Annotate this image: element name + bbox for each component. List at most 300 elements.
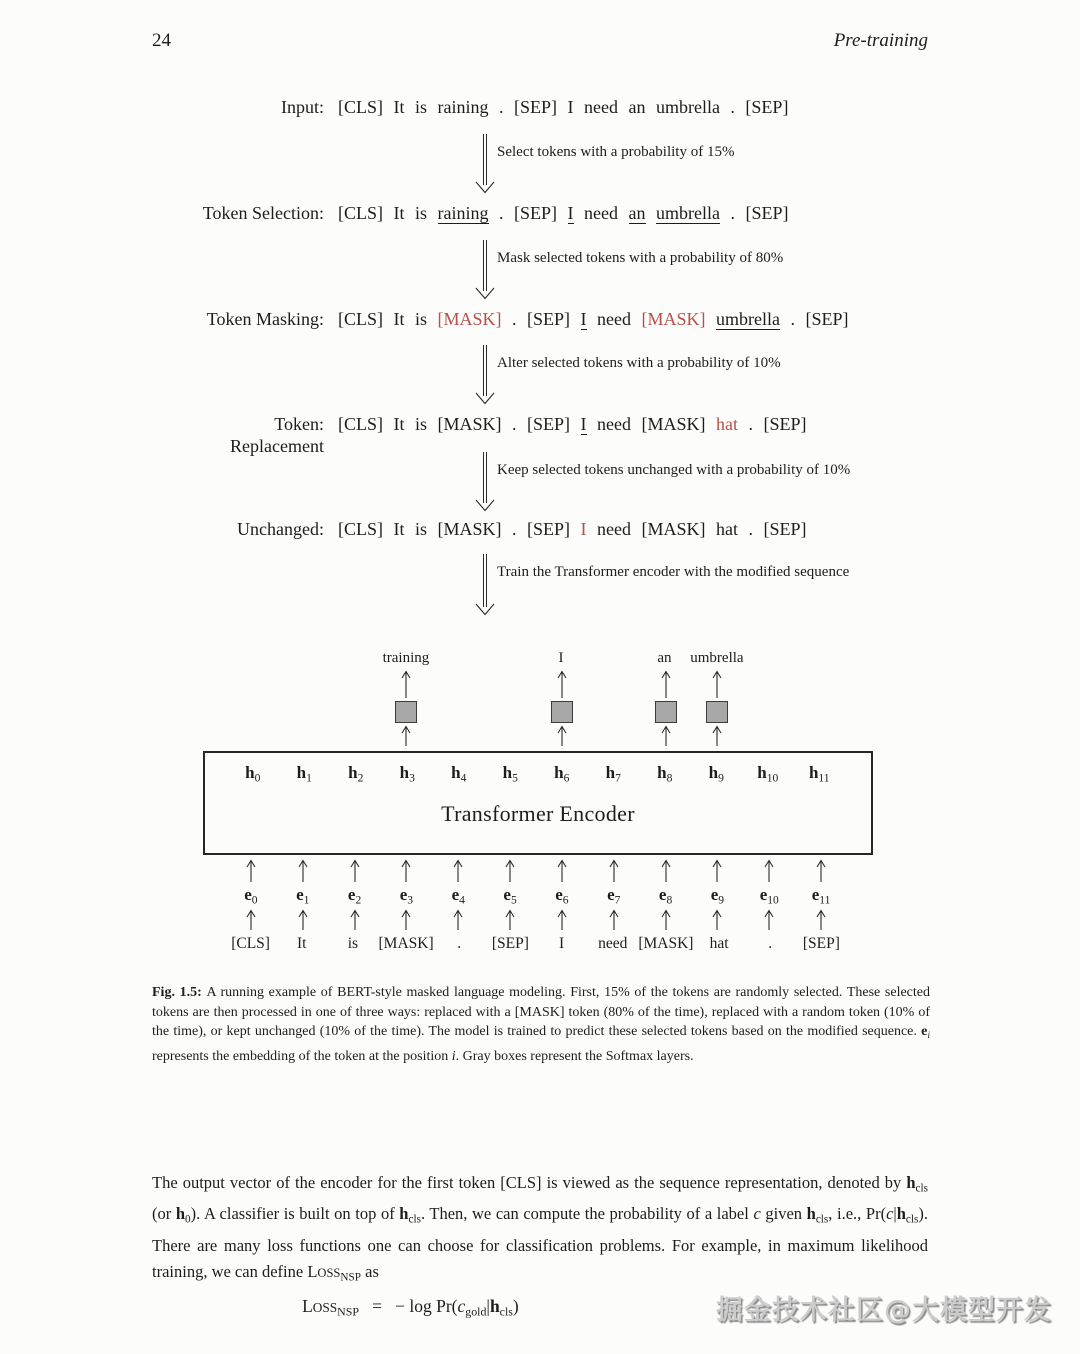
diagram-cell: [588, 885, 640, 907]
vector-index: 0: [251, 893, 258, 907]
text-segment: . [SEP]: [780, 309, 849, 329]
text-segment: I: [580, 309, 587, 329]
diagram-cell: [485, 763, 537, 785]
text-segment: h: [896, 1204, 906, 1224]
vector-base: h: [245, 763, 255, 783]
diagram-cell: [640, 885, 692, 907]
text-segment: . Then, we can compute the probability of a label: [420, 1204, 754, 1224]
token-sequence-input: [338, 96, 788, 118]
softmax-box: [655, 701, 677, 723]
diagram-cell: [691, 885, 743, 907]
text-segment: h: [906, 1173, 916, 1192]
up-arrow-icon: [451, 859, 465, 882]
input-token: It: [297, 935, 307, 952]
diagram-cell: [277, 909, 329, 930]
text-segment: A running example of BERT-style masked language modeling. First, 15% of the tokens are randomly selected. These selected tokens are then processed in one of three ways: replaced with a [MASK] token (80% of the time), replaced with a random token (10% of the time), or kept unchanged (10% of the time). The model is trained to predict these selected tokens based on the modified sequence.: [152, 985, 930, 1040]
diagram-cell: [432, 909, 484, 930]
diagram-cell: [640, 701, 692, 723]
vector-index: 9: [718, 771, 724, 785]
text-segment: an: [628, 203, 646, 223]
diagram-cell: [380, 701, 432, 723]
arrow-label: Keep selected tokens unchanged with a probability of 10%: [497, 462, 851, 478]
diagram-cell: [691, 763, 743, 785]
output-word: training: [382, 650, 430, 666]
text-segment: need: [573, 203, 629, 223]
diagram-cell: [225, 933, 276, 955]
text-segment: cls: [815, 1213, 829, 1226]
down-arrow-icon: [473, 554, 497, 616]
text-segment: Fig. 1.5:: [152, 985, 207, 1000]
diagram-cell: [279, 763, 331, 785]
flow-row-unchanged: [152, 518, 807, 540]
diagram-cell: [277, 701, 329, 723]
figure-caption: [152, 983, 930, 1066]
diagram-cell: [329, 885, 381, 907]
embedding-label: [659, 885, 672, 906]
down-arrow-icon: [473, 134, 497, 194]
vector-base: e: [607, 885, 615, 905]
output-word: an: [657, 650, 672, 666]
up-arrow-icon: [762, 859, 776, 882]
vector-index: 6: [562, 893, 569, 907]
text-segment: NSP: [337, 1304, 359, 1319]
vector-base: e: [759, 885, 768, 905]
row-label: Input:: [281, 97, 324, 117]
input-token: .: [457, 935, 462, 952]
diagram-cell: [484, 670, 536, 698]
up-arrow-icon: [814, 909, 828, 930]
diagram-cell: [588, 859, 640, 882]
text-segment: [706, 309, 717, 329]
diagram-cell: [329, 859, 381, 882]
diagram-cell: [691, 670, 743, 698]
embedding-label: [296, 885, 309, 906]
up-arrow-icon: [814, 859, 828, 882]
diagram-cell: [277, 647, 329, 667]
hidden-states-row: [205, 763, 871, 785]
down-arrow-icon: [473, 452, 497, 512]
diagram-cell: [380, 885, 432, 907]
text-segment: I: [580, 414, 587, 434]
up-arrow-icon: [399, 909, 413, 930]
text-segment: OSS: [312, 1300, 338, 1315]
up-arrow-icon: [451, 909, 465, 930]
diagram-cell: [639, 647, 691, 667]
text-segment: . [SEP]: [738, 414, 807, 434]
row-label: Token: Replacement: [230, 414, 324, 456]
diagram-cell: [380, 859, 432, 882]
embedding-arrows-row: [203, 909, 873, 930]
text-segment: . [SEP]: [488, 203, 568, 223]
up-arrow-icon: [555, 725, 569, 746]
diagram-cell: [382, 763, 434, 785]
text-segment: [CLS] It is raining . [SEP] I need an umbrella . [SEP]: [338, 97, 789, 117]
loss-equation: [0, 1296, 821, 1320]
up-arrow-icon: [659, 859, 673, 882]
vector-base: h: [451, 763, 461, 783]
diagram-cell: [433, 763, 485, 785]
diagram-cell: [329, 725, 381, 746]
input-token: [SEP]: [802, 935, 840, 952]
diagram-cell: [432, 647, 484, 667]
diagram-cell: [225, 859, 277, 882]
watermark: 掘金技术社区@大模型开发: [716, 1295, 1052, 1326]
up-arrow-icon: [607, 859, 621, 882]
text-segment: [CLS] It is [MASK] . [SEP]: [338, 519, 581, 539]
text-segment: represents the embedding of the token at the position: [152, 1048, 452, 1064]
diagram-cell: [588, 701, 640, 723]
diagram-cell: [639, 763, 691, 785]
diagram-cell: [743, 701, 795, 723]
diagram-cell: [329, 701, 381, 723]
embedding-label: [812, 885, 831, 906]
up-arrow-icon: [762, 909, 776, 930]
input-token: I: [558, 935, 565, 952]
diagram-cell: [277, 725, 329, 746]
row-label: Unchanged:: [237, 519, 324, 539]
text-segment: (or: [152, 1204, 176, 1224]
diagram-cell: [536, 885, 588, 907]
diagram-cell: [379, 933, 434, 955]
output-words-row: [203, 647, 873, 667]
diagram-cell: [330, 763, 382, 785]
embedding-label: [244, 885, 257, 906]
text-segment: |: [486, 1296, 490, 1316]
diagram-cell: [536, 701, 588, 723]
down-arrow-icon: [473, 345, 497, 405]
flow-row-token-masking: [152, 308, 849, 330]
text-segment: . Gray boxes represent the Softmax layers.: [455, 1048, 694, 1064]
up-arrow-icon: [244, 859, 258, 882]
vector-index: 6: [563, 771, 570, 785]
softmax-box: [706, 701, 728, 723]
up-arrow-icon: [399, 725, 413, 746]
diagram-cell: [742, 763, 794, 785]
diagram-cell: [277, 885, 329, 907]
diagram-cell: [225, 647, 277, 667]
output-word: I: [558, 650, 564, 666]
diagram-cell: [588, 763, 640, 785]
diagram-cell: [536, 763, 588, 785]
word-arrows-row: [203, 670, 873, 698]
hidden-state-label: [709, 763, 724, 784]
diagram-cell: [434, 933, 485, 955]
flow-arrow-alter: [473, 345, 781, 410]
flow-row-token-selection: [152, 202, 789, 224]
diagram-cell: [587, 647, 639, 667]
vector-index: 1: [306, 771, 312, 785]
diagram-cell: [743, 885, 795, 907]
diagram-cell: [536, 909, 588, 930]
vector-index: 11: [819, 893, 831, 907]
vector-base: h: [399, 763, 410, 783]
diagram-cell: [380, 670, 432, 698]
diagram-cell: [225, 670, 277, 698]
flow-arrow-keep: [473, 452, 851, 517]
vector-base: e: [811, 885, 820, 905]
vector-base: e: [451, 885, 460, 905]
flow-arrow-select: [473, 134, 735, 199]
diagram-cell: [225, 909, 277, 930]
vector-base: h: [657, 763, 667, 783]
up-arrow-icon: [348, 909, 362, 930]
text-segment: OSS: [317, 1265, 341, 1280]
vector-base: e: [710, 885, 719, 905]
text-segment: i: [927, 1031, 930, 1042]
diagram-cell: [691, 909, 743, 930]
diagram-cell: [432, 701, 484, 723]
input-token: is: [347, 935, 359, 952]
flow-row-token-replacement: [152, 413, 807, 457]
diagram-cell: [691, 859, 743, 882]
text-segment: cls: [499, 1304, 513, 1319]
input-token: [MASK]: [638, 935, 694, 952]
vector-base: e: [555, 885, 563, 905]
embedding-label: [760, 885, 779, 906]
diagram-cell: [432, 725, 484, 746]
hidden-state-label: [245, 763, 260, 784]
text-segment: ): [512, 1296, 519, 1316]
embedding-label: [503, 885, 516, 906]
text-segment: hat: [716, 414, 738, 434]
diagram-cell: [484, 859, 536, 882]
text-segment: NSP: [340, 1271, 361, 1284]
text-segment: L: [307, 1261, 318, 1281]
text-segment: ). There are many loss functions one can choose for classification problems. For example, in maximum likelihood training, we can define: [152, 1204, 928, 1281]
hidden-state-label: [297, 763, 312, 784]
vector-index: 7: [614, 893, 621, 907]
up-arrow-icon: [659, 909, 673, 930]
diagram-cell: [485, 933, 536, 955]
embedding-label: [711, 885, 724, 906]
diagram-cell: [745, 933, 796, 955]
vector-index: 2: [357, 771, 364, 785]
text-segment: [646, 203, 657, 223]
down-arrow-icon: [473, 240, 497, 300]
input-token: need: [598, 935, 628, 952]
diagram-cell: [690, 647, 743, 667]
arrow-label: Train the Transformer encoder with the modified sequence: [497, 564, 850, 580]
up-arrow-icon: [659, 725, 673, 746]
embedding-label: [452, 885, 465, 906]
text-segment: need: [586, 309, 642, 329]
text-segment: i: [451, 1048, 456, 1064]
diagram-cell: [795, 647, 847, 667]
encoder-title: Transformer Encoder: [441, 801, 635, 826]
vector-base: h: [808, 763, 819, 783]
embeddings-row: [203, 885, 873, 907]
up-arrow-icon: [607, 909, 621, 930]
text-segment: c: [457, 1296, 466, 1316]
vector-base: e: [503, 885, 511, 905]
token-sequence-replacement: [338, 413, 807, 435]
hidden-state-label: [400, 763, 415, 784]
body-paragraph: [152, 1170, 928, 1290]
text-segment: cls: [915, 1182, 928, 1195]
vector-base: h: [554, 763, 564, 783]
up-arrow-icon: [710, 859, 724, 882]
flow-arrow-train: [473, 554, 850, 621]
text-segment: [CLS] It is [MASK] . [SEP]: [338, 414, 581, 434]
diagram-cell: [640, 670, 692, 698]
diagram-cell: [432, 885, 484, 907]
diagram-cell: [743, 725, 795, 746]
box-arrows-row: [203, 725, 873, 746]
text-segment: L: [302, 1296, 313, 1316]
text-segment: need [MASK] hat . [SEP]: [586, 519, 807, 539]
hidden-state-label: [606, 763, 621, 784]
diagram-cell: [587, 933, 638, 955]
vector-base: e: [296, 885, 304, 905]
text-segment: c: [886, 1204, 894, 1224]
up-arrow-icon: [710, 909, 724, 930]
diagram-cell: [638, 933, 693, 955]
text-segment: raining: [437, 203, 489, 223]
diagram-cell: [795, 725, 847, 746]
up-arrow-icon: [710, 670, 724, 698]
diagram-cell: [536, 859, 588, 882]
text-segment: I: [567, 203, 574, 223]
diagram-cell: [276, 933, 327, 955]
up-arrow-icon: [399, 859, 413, 882]
up-arrow-icon: [503, 909, 517, 930]
up-arrow-icon: [555, 909, 569, 930]
hidden-state-label: [757, 763, 778, 784]
text-segment: [MASK]: [437, 309, 502, 329]
text-segment: − log Pr(: [395, 1296, 458, 1316]
diagram-cell: [536, 725, 588, 746]
diagram-cell: [380, 909, 432, 930]
hidden-state-label: [657, 763, 672, 784]
encoder-diagram: [203, 645, 873, 963]
row-label: Token Selection:: [202, 203, 324, 223]
vector-base: h: [296, 763, 307, 783]
vector-index: 0: [254, 771, 261, 785]
diagram-cell: [484, 725, 536, 746]
text-segment: ). A classifier is built on top of: [190, 1204, 400, 1224]
diagram-cell: [794, 763, 846, 785]
vector-index: 5: [512, 771, 518, 785]
arrow-label: Select tokens with a probability of 15%: [497, 144, 735, 160]
page-header: [152, 30, 928, 52]
token-sequence-unchanged: [338, 518, 807, 540]
running-title: Pre-training: [833, 30, 928, 51]
text-segment: as: [361, 1261, 379, 1281]
diagram-cell: [227, 763, 279, 785]
diagram-cell: [744, 647, 796, 667]
diagram-cell: [691, 725, 743, 746]
diagram-cell: [277, 859, 329, 882]
vector-base: e: [347, 885, 356, 905]
diagram-cell: [535, 647, 587, 667]
vector-base: h: [502, 763, 513, 783]
diagram-cell: [432, 859, 484, 882]
hidden-state-label: [809, 763, 830, 784]
diagram-cell: [691, 701, 743, 723]
up-arrow-icon: [555, 859, 569, 882]
diagram-cell: [380, 647, 432, 667]
input-token: [CLS]: [231, 935, 270, 952]
vector-index: 3: [409, 771, 415, 785]
arrow-label: Mask selected tokens with a probability of 80%: [497, 250, 784, 266]
text-segment: given: [760, 1204, 807, 1224]
vector-index: 7: [615, 771, 621, 785]
embedding-label: [400, 885, 413, 906]
hidden-state-label: [554, 763, 569, 784]
diagram-cell: [743, 909, 795, 930]
diagram-cell: [536, 933, 587, 955]
vector-base: h: [605, 763, 616, 783]
vector-index: 9: [718, 893, 725, 907]
embedding-label: [607, 885, 620, 906]
vector-base: h: [348, 763, 358, 783]
text-segment: h: [399, 1204, 409, 1224]
text-segment: , i.e., Pr(: [828, 1204, 887, 1224]
text-segment: cls: [408, 1213, 421, 1226]
diagram-cell: [225, 885, 277, 907]
vector-index: 5: [510, 893, 517, 907]
text-segment: [CLS] It is: [338, 203, 438, 223]
diagram-cell: [225, 701, 277, 723]
diagram-cell: [484, 701, 536, 723]
row-label: Token Masking:: [206, 309, 324, 329]
text-segment: I: [580, 519, 587, 539]
up-arrow-icon: [244, 909, 258, 930]
arrow-label: Alter selected tokens with a probability of 10%: [497, 355, 781, 371]
transformer-encoder-box: [203, 751, 873, 855]
vector-base: h: [708, 763, 719, 783]
hidden-state-label: [451, 763, 466, 784]
embedding-label: [555, 885, 568, 906]
text-segment: h: [489, 1296, 500, 1316]
diagram-cell: [743, 859, 795, 882]
text-segment: h: [806, 1204, 816, 1224]
text-segment: [CLS] It is: [338, 309, 438, 329]
up-arrow-icon: [296, 859, 310, 882]
diagram-cell: [640, 909, 692, 930]
diagram-cell: [225, 725, 277, 746]
hidden-state-label: [503, 763, 518, 784]
text-segment: umbrella: [656, 203, 720, 223]
softmax-box: [551, 701, 573, 723]
flow-row-input: [152, 96, 788, 118]
encoder-input-arrows-row: [203, 859, 873, 882]
up-arrow-icon: [710, 725, 724, 746]
diagram-cell: [536, 670, 588, 698]
diagram-cell: [483, 647, 535, 667]
softmax-row: [203, 701, 873, 723]
text-segment: umbrella: [716, 309, 781, 329]
diagram-cell: [327, 933, 378, 955]
flow-arrow-mask: [473, 240, 784, 305]
text-segment: h: [175, 1204, 186, 1224]
input-token: [MASK]: [378, 935, 434, 952]
diagram-cell: [329, 909, 381, 930]
vector-base: h: [757, 763, 767, 783]
diagram-cell: [277, 670, 329, 698]
vector-index: 4: [460, 771, 467, 785]
diagram-cell: [484, 909, 536, 930]
softmax-box: [395, 701, 417, 723]
up-arrow-icon: [503, 859, 517, 882]
text-segment: need [MASK]: [586, 414, 716, 434]
output-word: umbrella: [690, 650, 744, 666]
embedding-label: [348, 885, 361, 906]
diagram-cell: [329, 670, 381, 698]
vector-index: 10: [766, 771, 779, 785]
diagram-cell: [588, 909, 640, 930]
diagram-cell: [795, 859, 847, 882]
